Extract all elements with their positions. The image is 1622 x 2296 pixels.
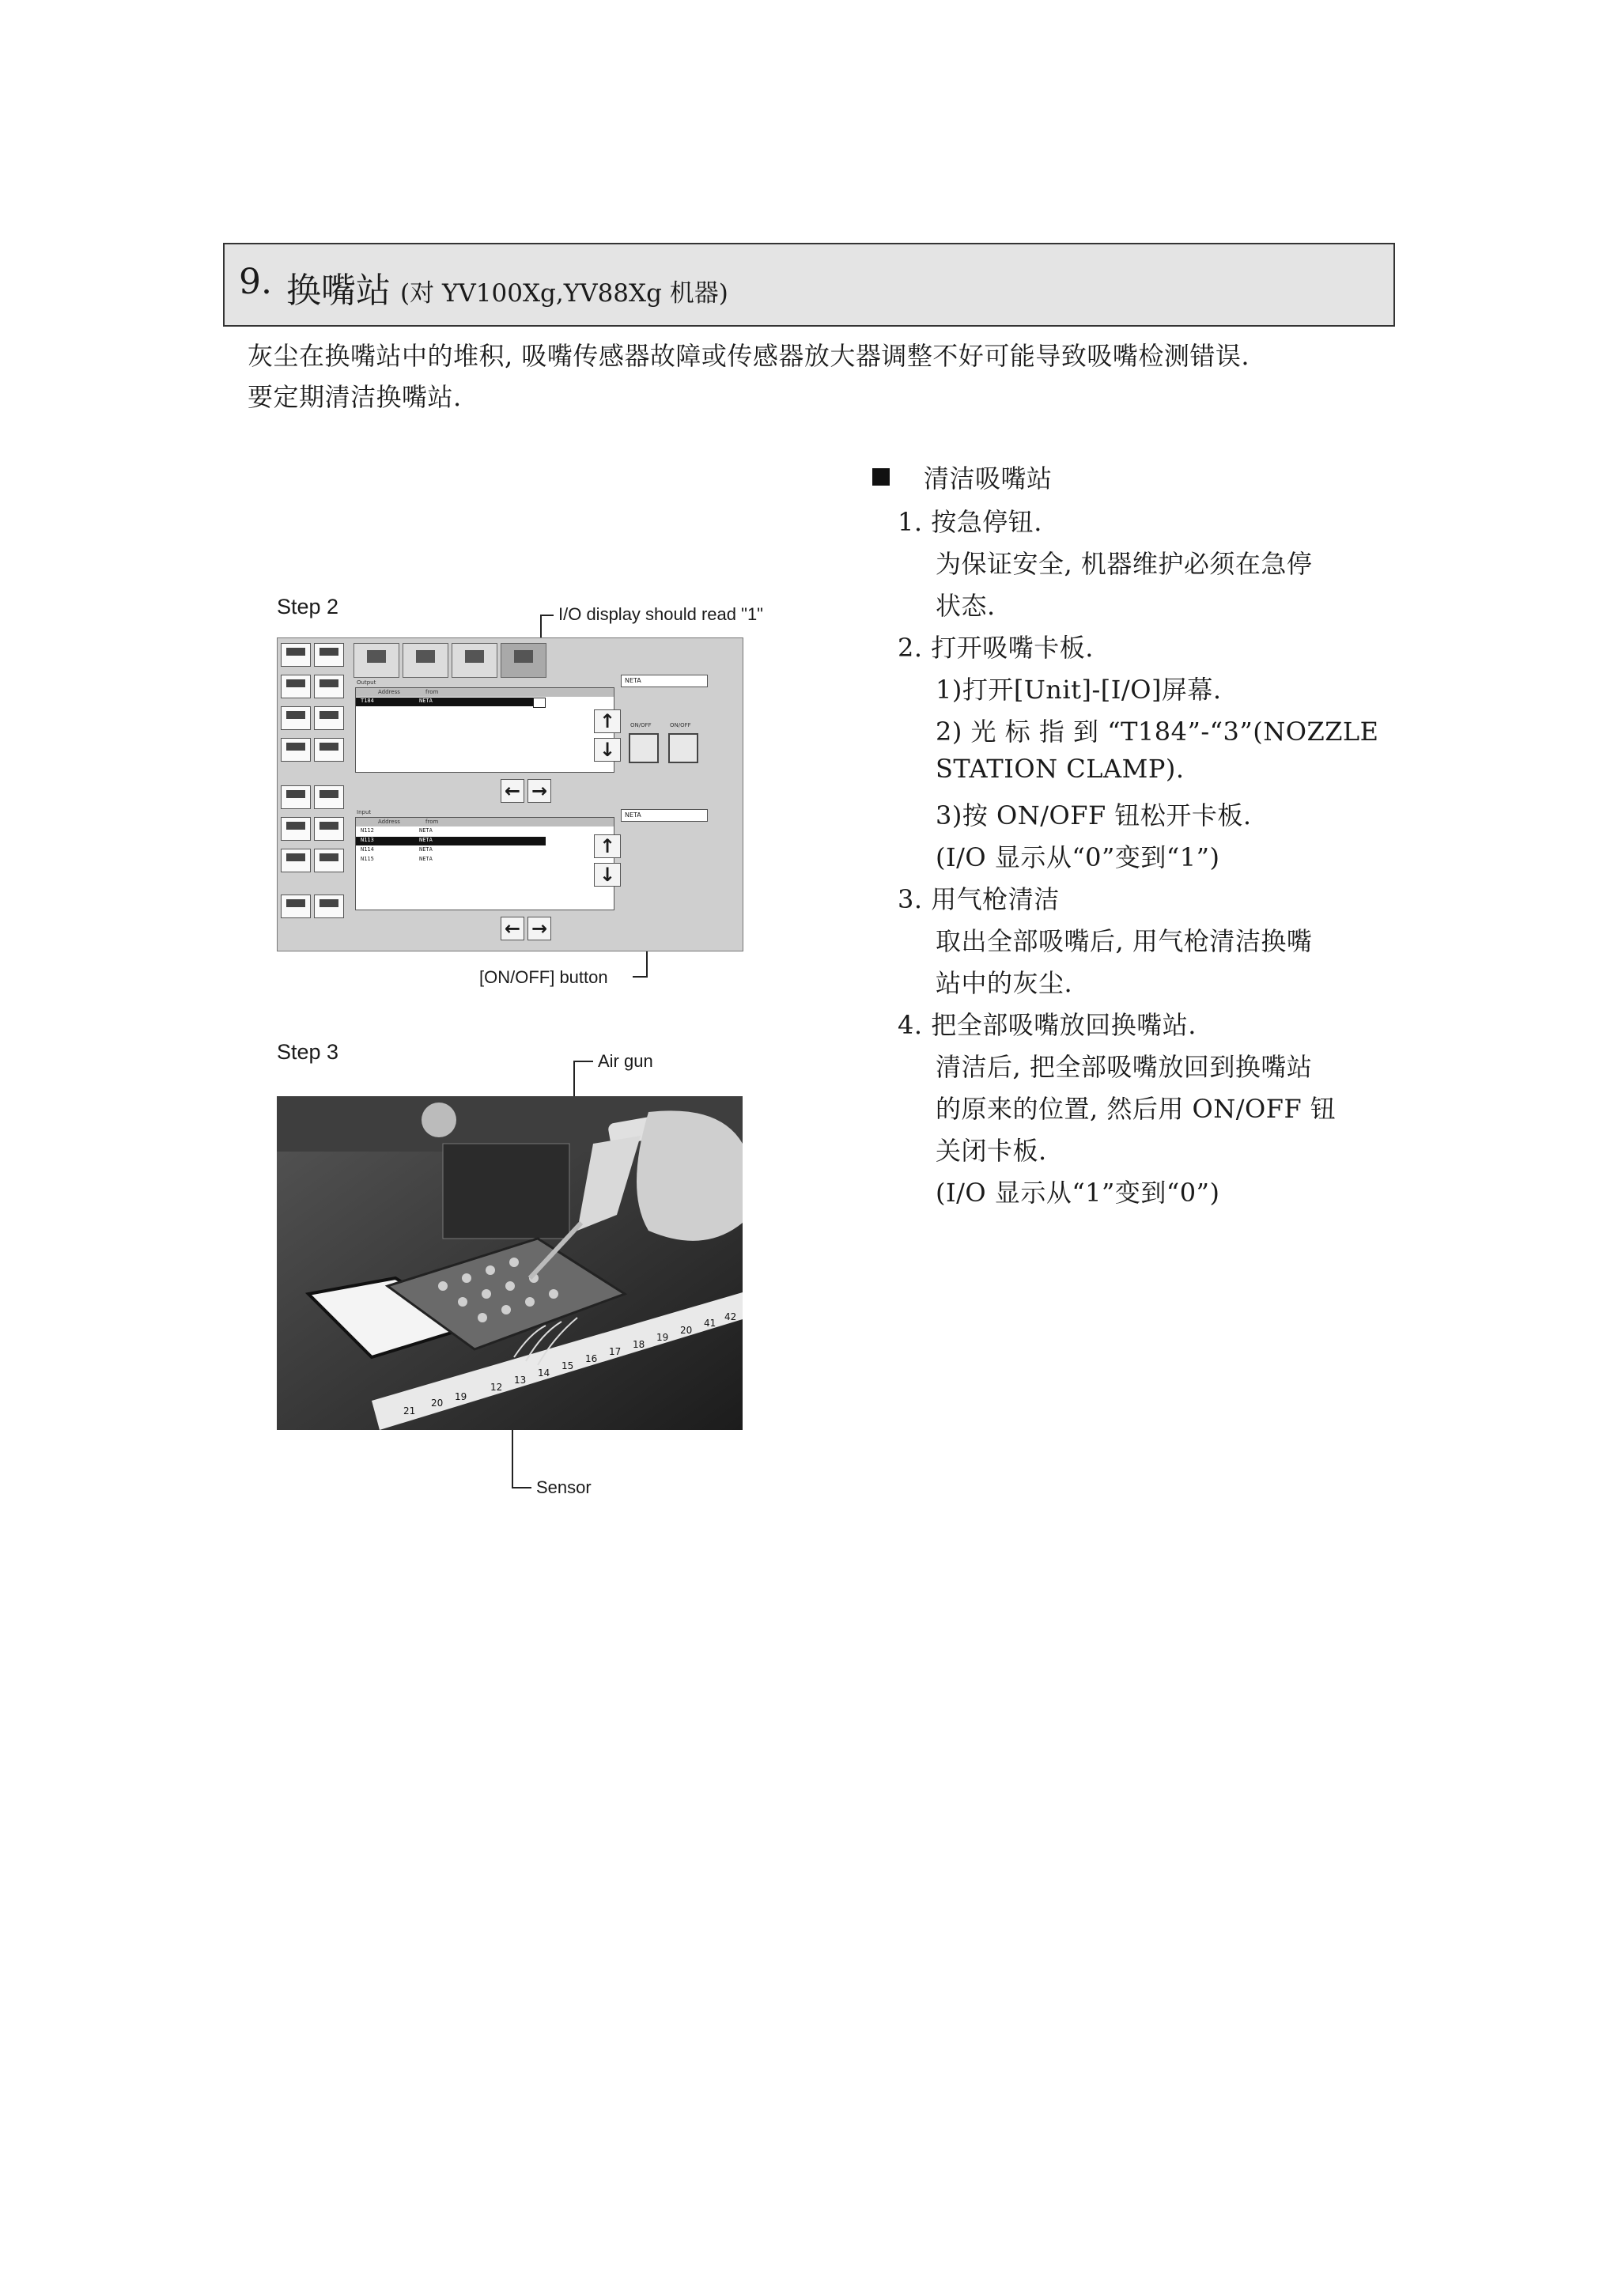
input-right-button[interactable]: → <box>527 917 551 940</box>
side-button[interactable] <box>314 895 344 918</box>
input-up-button[interactable]: ↑ <box>594 834 621 858</box>
side-button[interactable] <box>314 849 344 872</box>
tab-unit[interactable] <box>354 643 399 678</box>
section-subtitle: (对 YV100Xg,YV88Xg 机器) <box>400 279 728 308</box>
procedure-heading: 清洁吸嘴站 <box>924 463 1053 494</box>
input-row-selected[interactable] <box>356 837 546 845</box>
row-address: N115 <box>361 856 374 862</box>
procedure-line: 站中的灰尘. <box>936 968 1073 998</box>
side-button[interactable] <box>281 849 311 872</box>
side-button[interactable] <box>281 817 311 841</box>
ruler-number: 16 <box>585 1353 598 1364</box>
intro-line-1: 灰尘在换嘴站中的堆积, 吸嘴传感器故障或传感器放大器调整不好可能导致吸嘴检测错误. <box>248 341 1250 371</box>
nozzle-station-photo <box>277 1096 743 1430</box>
tab-other[interactable] <box>501 643 546 678</box>
input-select[interactable]: NETA <box>621 809 708 822</box>
ruler-number: 13 <box>514 1375 527 1386</box>
side-button[interactable] <box>314 675 344 698</box>
callout-sensor: Sensor <box>536 1477 592 1497</box>
ruler-number: 41 <box>704 1318 716 1329</box>
output-right-button[interactable]: → <box>527 779 551 803</box>
onoff2-label: ON/OFF <box>670 722 691 728</box>
ruler-number: 20 <box>680 1325 693 1336</box>
ruler-number: 17 <box>609 1346 622 1357</box>
ruler-number: 19 <box>455 1391 467 1402</box>
photo-illustration <box>277 1096 743 1430</box>
side-button[interactable] <box>281 675 311 698</box>
col-address: Address <box>378 689 400 695</box>
row-from: NETA <box>419 856 433 862</box>
procedure-line: 关闭卡板. <box>936 1136 1047 1166</box>
side-button[interactable] <box>281 738 311 762</box>
row-from: NETA <box>419 827 433 834</box>
procedure-line: 2) 光 标 指 到 “T184”-“3”(NOZZLE <box>936 717 1379 747</box>
side-button[interactable] <box>314 817 344 841</box>
row-address: N112 <box>361 827 374 834</box>
procedure-line: 1. 按急停钮. <box>898 507 1042 537</box>
ruler-number: 14 <box>538 1367 550 1379</box>
section-title: 换嘴站 <box>286 270 391 311</box>
side-button[interactable] <box>314 643 344 667</box>
output-select[interactable]: NETA <box>621 675 708 687</box>
row-from: NETA <box>419 698 433 704</box>
section-number: 9. <box>239 262 272 302</box>
onoff-label: ON/OFF <box>630 722 652 728</box>
output-up-button[interactable]: ↑ <box>594 709 621 733</box>
procedure-line: STATION CLAMP). <box>936 754 1185 784</box>
procedure-line: 取出全部吸嘴后, 用气枪清洁换嘴 <box>936 926 1313 956</box>
ruler-number: 21 <box>403 1405 416 1417</box>
side-button[interactable] <box>281 643 311 667</box>
input-table <box>355 817 614 910</box>
input-header <box>356 818 614 826</box>
onoff2-button[interactable] <box>668 733 698 763</box>
input-row[interactable] <box>356 856 546 864</box>
ruler-number: 20 <box>431 1398 444 1409</box>
col-address: Address <box>378 819 400 825</box>
intro-line-2: 要定期清洁换嘴站. <box>248 382 462 412</box>
row-address: N114 <box>361 846 374 853</box>
col-from: from <box>425 689 439 695</box>
procedure-line: 状态. <box>936 591 996 621</box>
procedure-line: 3. 用气枪清洁 <box>898 884 1060 914</box>
output-row-selected[interactable] <box>356 698 546 706</box>
procedure-line: (I/O 显示从“1”变到“0”) <box>936 1178 1220 1208</box>
step2-label: Step 2 <box>277 595 339 618</box>
side-button[interactable] <box>314 738 344 762</box>
ruler-number: 42 <box>724 1311 737 1322</box>
onoff-button[interactable] <box>629 733 659 763</box>
row-from: NETA <box>419 846 433 853</box>
step3-label: Step 3 <box>277 1040 339 1064</box>
output-left-button[interactable]: ← <box>501 779 524 803</box>
side-button[interactable] <box>281 895 311 918</box>
section-bullet <box>872 468 890 486</box>
row-address: N113 <box>361 837 374 843</box>
procedure-line: 2. 打开吸嘴卡板. <box>898 633 1094 663</box>
ruler-number: 15 <box>561 1360 574 1371</box>
input-row[interactable] <box>356 846 546 855</box>
output-table <box>355 687 614 773</box>
input-label: Input <box>357 809 372 815</box>
procedure-line: 1)打开[Unit]-[I/O]屏幕. <box>936 675 1222 705</box>
output-label: Output <box>357 679 376 686</box>
tab-io[interactable] <box>403 643 448 678</box>
side-button[interactable] <box>314 706 344 730</box>
procedure-line: 清洁后, 把全部吸嘴放回到换嘴站 <box>936 1052 1313 1082</box>
procedure-line: 4. 把全部吸嘴放回换嘴站. <box>898 1010 1197 1040</box>
input-row[interactable] <box>356 827 546 836</box>
procedure-line: 3)按 ON/OFF 钮松开卡板. <box>936 800 1252 830</box>
io-value-cell <box>533 698 546 708</box>
io-screen <box>277 637 743 951</box>
callout-onoff-button: [ON/OFF] button <box>479 967 608 987</box>
callout-air-gun: Air gun <box>598 1051 653 1071</box>
procedure-line: 的原来的位置, 然后用 ON/OFF 钮 <box>936 1094 1337 1124</box>
output-header <box>356 688 614 697</box>
side-button[interactable] <box>281 785 311 809</box>
ruler-number: 19 <box>656 1332 669 1343</box>
col-from: from <box>425 819 439 825</box>
row-from: NETA <box>419 837 433 843</box>
tab-motor[interactable] <box>452 643 497 678</box>
side-button[interactable] <box>314 785 344 809</box>
output-down-button[interactable]: ↓ <box>594 738 621 762</box>
procedure-line: 为保证安全, 机器维护必须在急停 <box>936 549 1313 579</box>
input-left-button[interactable]: ← <box>501 917 524 940</box>
row-address: T184 <box>361 698 374 704</box>
callout-io-display: I/O display should read "1" <box>558 604 763 624</box>
input-down-button[interactable]: ↓ <box>594 863 621 887</box>
side-button[interactable] <box>281 706 311 730</box>
ruler-number: 12 <box>490 1382 503 1393</box>
ruler-number: 18 <box>633 1339 645 1350</box>
procedure-line: (I/O 显示从“0”变到“1”) <box>936 842 1220 872</box>
